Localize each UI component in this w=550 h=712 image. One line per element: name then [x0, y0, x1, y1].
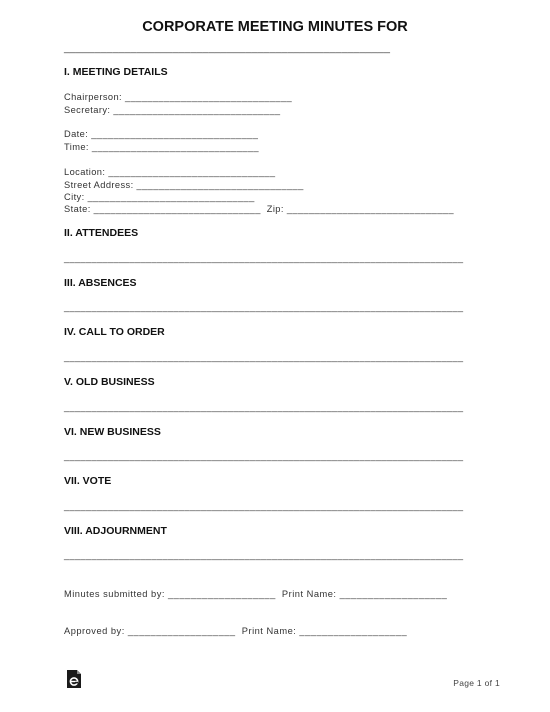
absences-answer-line: _________________________________________________________________________	[64, 302, 464, 312]
time-field: Time: ______________________________	[64, 142, 259, 152]
call-to-order-answer-line: _________________________________________________________________________	[64, 352, 464, 362]
old-business-answer-line: _________________________________________________________________________	[64, 402, 464, 412]
minutes-submitted-signature-line: Minutes submitted by: ___________________ Print Name: ___________________	[64, 589, 448, 599]
street-address-field: Street Address: ______________________________	[64, 180, 304, 190]
new-business-answer-line: _________________________________________________________________________	[64, 451, 464, 461]
section-heading-call-to-order: IV. CALL TO ORDER	[64, 326, 165, 338]
section-heading-vote: VII. VOTE	[64, 475, 112, 487]
section-heading-absences: III. ABSENCES	[64, 277, 137, 289]
secretary-field: Secretary: ______________________________	[64, 105, 281, 115]
document-logo-icon	[66, 669, 82, 689]
attendees-answer-line: _________________________________________________________________________	[64, 253, 464, 263]
approved-by-signature-line: Approved by: ___________________ Print Name: ___________________	[64, 626, 408, 636]
section-heading-meeting-details: I. MEETING DETAILS	[64, 66, 168, 78]
vote-answer-line: _________________________________________________________________________	[64, 501, 464, 511]
page-number: Page 1 of 1	[453, 678, 500, 688]
document-title: CORPORATE MEETING MINUTES FOR	[142, 19, 408, 35]
section-heading-old-business: V. OLD BUSINESS	[64, 376, 155, 388]
section-heading-attendees: II. ATTENDEES	[64, 227, 139, 239]
section-heading-adjournment: VIII. ADJOURNMENT	[64, 525, 167, 537]
title-blank-line: ______________________________________________________	[64, 42, 391, 54]
state-zip-field: State: ______________________________ Zip: ______________________________	[64, 204, 454, 214]
chairperson-field: Chairperson: ______________________________	[64, 92, 293, 102]
adjournment-answer-line: _________________________________________________________________________	[64, 550, 464, 560]
city-field: City: ______________________________	[64, 192, 255, 202]
location-field: Location: ______________________________	[64, 167, 276, 177]
section-heading-new-business: VI. NEW BUSINESS	[64, 426, 161, 438]
date-field: Date: ______________________________	[64, 129, 259, 139]
